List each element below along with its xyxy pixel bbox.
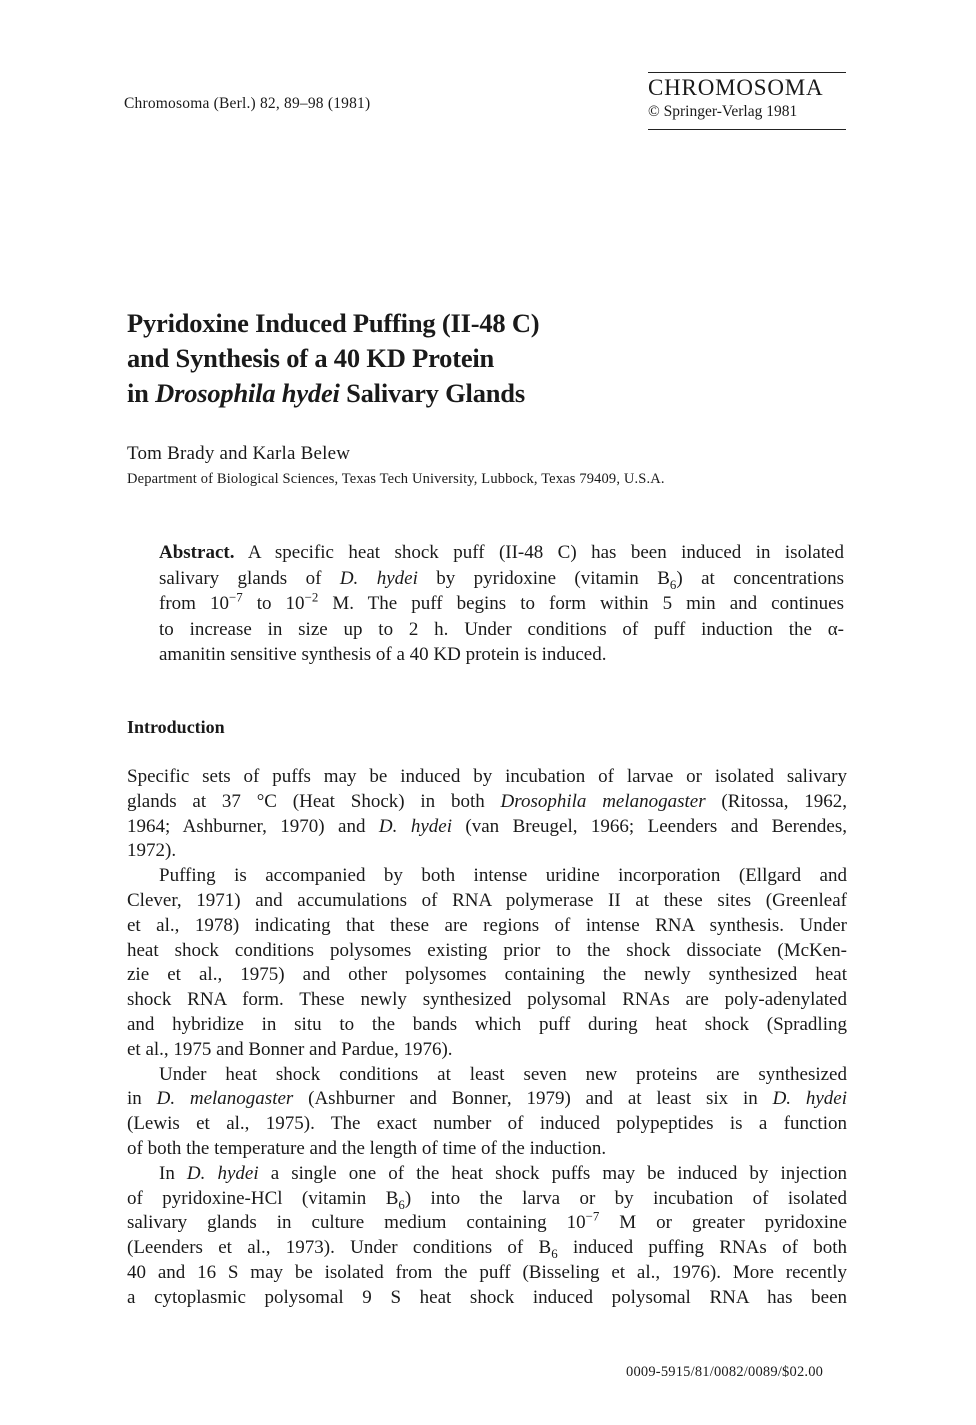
paragraph-line: In D. hydei a single one of the heat shock puffs may be induced by injection: [159, 1162, 847, 1184]
abstract-line: Abstract. A specific heat shock puff (II-48 C) has been induced in isolated: [159, 542, 844, 563]
title-line-1: Pyridoxine Induced Puffing (II-48 C): [127, 308, 540, 338]
paragraph-line: shock RNA form. These newly synthesized polysomal RNAs are poly-adenylated: [127, 989, 847, 1011]
paragraph-line: (Lewis et al., 1975). The exact number of induced polypeptides is a function: [127, 1113, 847, 1135]
introduction-body: [127, 765, 847, 1311]
paragraph-line: and hybridize in situ to the bands which puff during heat shock (Spradling: [127, 1013, 847, 1035]
paragraph-line: of pyridoxine-HCl (vitamin $B_6$) into the larva or by incubation of isolated: [127, 1187, 847, 1212]
abstract-line: from $10^{-7}$ to $10^{-2}$ M. The puff begins to form within 5 min and continues: [159, 589, 845, 614]
author-list: Tom Brady and Karla Belew: [127, 443, 351, 464]
title-line-3-prefix: in: [127, 378, 156, 408]
abstract-line: salivary glands of D. hydei by pyridoxine (vitamin $B_6$) at concentrations: [159, 567, 844, 592]
paragraph-line: Puffing is accompanied by both intense uridine incorporation (Ellgard and: [159, 865, 847, 887]
publisher-copyright: © Springer-Verlag 1981: [648, 103, 798, 120]
paragraph-line: Clever, 1971) and accumulations of RNA polymerase II at these sites (Greenleaf: [127, 889, 847, 911]
journal-citation: Chromosoma (Berl.) 82, 89–98 (1981): [124, 95, 371, 112]
article-code: 0009-5915/81/0082/0089/$02.00: [626, 1364, 824, 1380]
paragraph-line: in D. melanogaster (Ashburner and Bonner, 1979) and at least six in D. hydei: [127, 1088, 847, 1110]
abstract-label: Abstract.: [159, 542, 235, 563]
author-affiliation: Department of Biological Sciences, Texas Tech University, Lubbock, Texas 79409, U.S.A.: [127, 471, 665, 487]
abstract: [159, 540, 844, 668]
paragraph-line: et al., 1978) indicating that these are regions of intense RNA synthesis. Under: [127, 914, 847, 936]
paragraph-line: salivary glands in culture medium containing $10^{-7}$ M or greater pyridoxine: [127, 1209, 847, 1234]
title-line-3-suffix: Salivary Glands: [339, 378, 525, 408]
paragraph-line: Under heat shock conditions at least seven new proteins are synthesized: [159, 1063, 847, 1085]
article-title: [127, 306, 539, 411]
journal-masthead: [648, 72, 846, 130]
journal-name: CHROMOSOMA: [648, 75, 824, 100]
paragraph-line: (Leenders et al., 1973). Under conditions of $B_6$ induced puffing RNAs of both: [127, 1237, 847, 1261]
title-species-name: Drosophila hydei: [155, 378, 340, 408]
paragraph-line: Specific sets of puffs may be induced by incubation of larvae or isolated salivary: [127, 766, 847, 787]
paragraph-line: glands at 37 °C (Heat Shock) in both Drosophila melanogaster (Ritossa, 1962,: [127, 790, 847, 812]
paragraph-line: of both the temperature and the length of time of the induction.: [127, 1137, 607, 1159]
paragraph-line: heat shock conditions polysomes existing prior to the shock dissociate (McKen-: [127, 939, 847, 961]
paragraph-line: 40 and 16 S may be isolated from the puff (Bisseling et al., 1976). More recently: [127, 1261, 847, 1283]
paragraph-line: 1964; Ashburner, 1970) and D. hydei (van Breugel, 1966; Leenders and Berendes,: [127, 815, 848, 837]
paragraph-line: zie et al., 1975) and other polysomes containing the newly synthesized heat: [127, 964, 847, 986]
abstract-line: to increase in size up to 2 h. Under conditions of puff induction the α-: [159, 618, 844, 640]
title-line-3: [127, 376, 539, 411]
section-heading-introduction: Introduction: [127, 717, 225, 737]
paragraph-line: et al., 1975 and Bonner and Pardue, 1976).: [127, 1038, 453, 1060]
title-line-2: and Synthesis of a 40 KD Protein: [127, 343, 495, 373]
paragraph-line: 1972).: [127, 840, 177, 862]
masthead-bottom-rule: [648, 129, 846, 130]
paragraph-line: a cytoplasmic polysomal 9 S heat shock induced polysomal RNA has been: [127, 1286, 847, 1308]
abstract-line: amanitin sensitive synthesis of a 40 KD protein is induced.: [159, 644, 607, 665]
